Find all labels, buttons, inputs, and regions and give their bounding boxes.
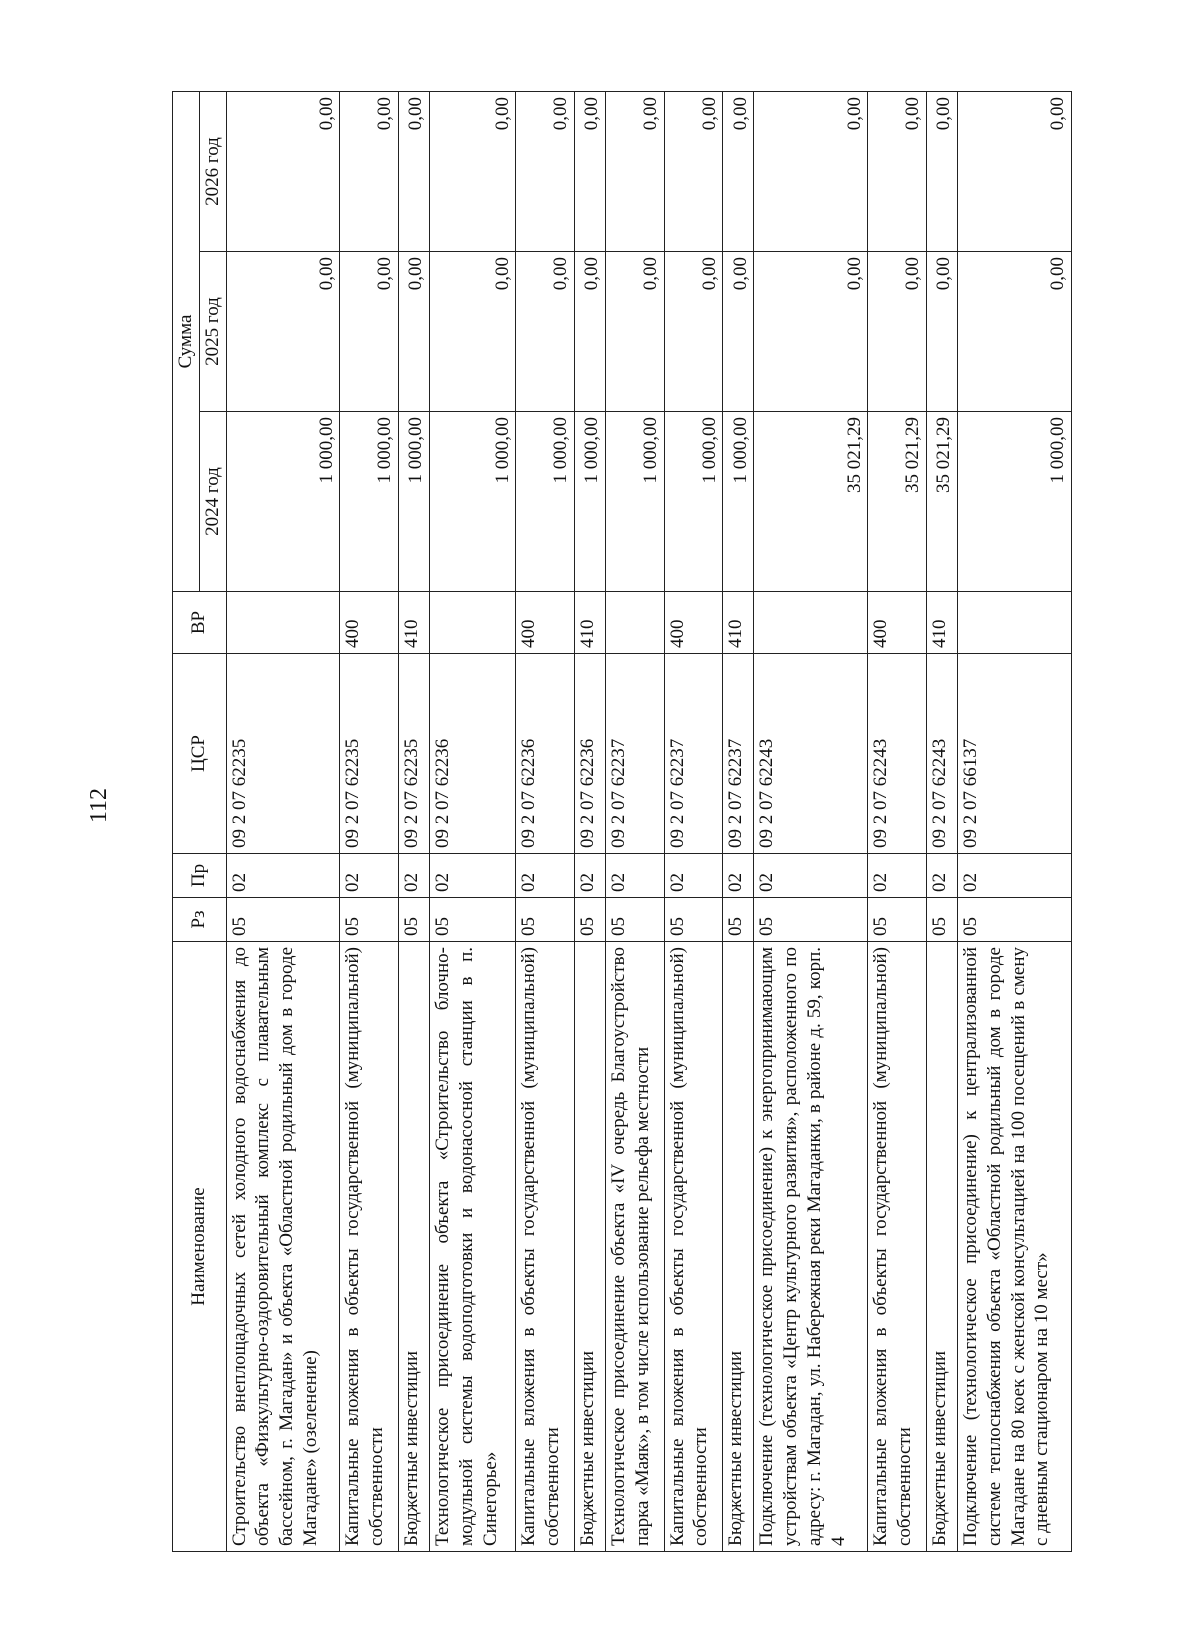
table-row [399, 91, 430, 1551]
row-pr: 02 [340, 854, 399, 898]
header-row [173, 91, 200, 1551]
row-csr: 09 2 07 62236 [574, 654, 605, 854]
row-2024: 1 000,00 [606, 412, 665, 592]
row-rz: 05 [340, 898, 399, 942]
header-pr: Пр [173, 854, 227, 898]
row-name: Капитальные вложения в объекты государственной (муниципальной) собственности [516, 942, 575, 1552]
row-name: Капитальные вложения в объекты государственной (муниципальной) собственности [340, 942, 399, 1552]
row-csr: 09 2 07 62243 [754, 654, 868, 854]
row-rz: 05 [754, 898, 868, 942]
row-csr: 09 2 07 62237 [723, 654, 754, 854]
row-2024: 1 000,00 [664, 412, 723, 592]
row-name: Бюджетные инвестиции [574, 942, 605, 1552]
row-2025: 0,00 [430, 252, 516, 412]
table-row [340, 91, 399, 1551]
table-row [723, 91, 754, 1551]
header-sum: Сумма [173, 91, 200, 591]
table-row [606, 91, 665, 1551]
row-name: Бюджетные инвестиции [723, 942, 754, 1552]
table-row [430, 91, 516, 1551]
row-pr: 02 [958, 854, 1072, 898]
row-vr [430, 592, 516, 654]
row-vr: 400 [340, 592, 399, 654]
row-2026: 0,00 [664, 91, 723, 251]
row-2025: 0,00 [926, 252, 957, 412]
header-csr: ЦСР [173, 654, 227, 854]
row-name: Подключение (технологическое присоединение) к централизованной системе теплоснабжения объекта «Областной родильный дом в городе Магадане на 80 коек с женской консультацией на 100 посещений в смену с дневным стационаром на 10 мест» [958, 942, 1072, 1552]
row-pr: 02 [868, 854, 927, 898]
row-2024: 1 000,00 [574, 412, 605, 592]
table-row [868, 91, 927, 1551]
row-rz: 05 [606, 898, 665, 942]
row-2024: 1 000,00 [430, 412, 516, 592]
row-csr: 09 2 07 62237 [606, 654, 665, 854]
row-csr: 09 2 07 66137 [958, 654, 1072, 854]
row-2024: 1 000,00 [226, 412, 340, 592]
row-pr: 02 [516, 854, 575, 898]
row-vr: 400 [516, 592, 575, 654]
row-rz: 05 [664, 898, 723, 942]
row-2026: 0,00 [430, 91, 516, 251]
row-rz: 05 [926, 898, 957, 942]
row-2025: 0,00 [664, 252, 723, 412]
row-pr: 02 [664, 854, 723, 898]
row-pr: 02 [926, 854, 957, 898]
table-row [926, 91, 957, 1551]
row-2024: 35 021,29 [926, 412, 957, 592]
row-csr: 09 2 07 62235 [340, 654, 399, 854]
row-vr [754, 592, 868, 654]
table-row [516, 91, 575, 1551]
row-vr: 410 [926, 592, 957, 654]
row-pr: 02 [754, 854, 868, 898]
row-rz: 05 [958, 898, 1072, 942]
row-rz: 05 [516, 898, 575, 942]
row-rz: 05 [574, 898, 605, 942]
table-row [754, 91, 868, 1551]
row-pr: 02 [226, 854, 340, 898]
row-csr: 09 2 07 62235 [399, 654, 430, 854]
row-name: Бюджетные инвестиции [926, 942, 957, 1552]
row-2025: 0,00 [606, 252, 665, 412]
row-rz: 05 [430, 898, 516, 942]
row-rz: 05 [868, 898, 927, 942]
row-2026: 0,00 [723, 91, 754, 251]
row-pr: 02 [574, 854, 605, 898]
row-2026: 0,00 [574, 91, 605, 251]
header-2024: 2024 год [199, 412, 226, 592]
row-2026: 0,00 [399, 91, 430, 251]
header-name: Наименование [173, 942, 227, 1552]
row-2025: 0,00 [399, 252, 430, 412]
header-rz: Рз [173, 898, 227, 942]
row-2026: 0,00 [926, 91, 957, 251]
row-2026: 0,00 [754, 91, 868, 251]
row-rz: 05 [399, 898, 430, 942]
page-number-text: 112 [86, 787, 113, 823]
row-2024: 1 000,00 [399, 412, 430, 592]
row-csr: 09 2 07 62235 [226, 654, 340, 854]
row-pr: 02 [723, 854, 754, 898]
row-csr: 09 2 07 62236 [516, 654, 575, 854]
row-name: Капитальные вложения в объекты государственной (муниципальной) собственности [868, 942, 927, 1552]
row-2025: 0,00 [516, 252, 575, 412]
budget-table [172, 91, 1072, 1552]
row-csr: 09 2 07 62243 [926, 654, 957, 854]
row-vr: 410 [723, 592, 754, 654]
row-name: Подключение (технологическое присоединение) к энергопринимающим устройствам объекта «Центр культурного развития», расположенного по адресу: г. Магадан, ул. Набережная реки Магаданки, в районе д. 59, корп. 4 [754, 942, 868, 1552]
row-2025: 0,00 [574, 252, 605, 412]
row-2026: 0,00 [958, 91, 1072, 251]
header-2026: 2026 год [199, 91, 226, 251]
row-2026: 0,00 [606, 91, 665, 251]
table-row [958, 91, 1072, 1551]
rotated-table-wrapper [172, 92, 1072, 1552]
row-2025: 0,00 [226, 252, 340, 412]
row-2024: 35 021,29 [868, 412, 927, 592]
row-2024: 1 000,00 [958, 412, 1072, 592]
row-pr: 02 [399, 854, 430, 898]
row-csr: 09 2 07 62237 [664, 654, 723, 854]
row-pr: 02 [606, 854, 665, 898]
row-2026: 0,00 [868, 91, 927, 251]
row-2025: 0,00 [723, 252, 754, 412]
row-2024: 35 021,29 [754, 412, 868, 592]
row-2024: 1 000,00 [723, 412, 754, 592]
row-2025: 0,00 [754, 252, 868, 412]
table-row [664, 91, 723, 1551]
row-vr [226, 592, 340, 654]
row-vr: 410 [399, 592, 430, 654]
row-2025: 0,00 [958, 252, 1072, 412]
row-2026: 0,00 [340, 91, 399, 251]
row-vr: 410 [574, 592, 605, 654]
row-name: Бюджетные инвестиции [399, 942, 430, 1552]
page-number [80, 775, 120, 835]
row-csr: 09 2 07 62243 [868, 654, 927, 854]
row-vr [958, 592, 1072, 654]
row-2026: 0,00 [226, 91, 340, 251]
row-vr: 400 [868, 592, 927, 654]
row-csr: 09 2 07 62236 [430, 654, 516, 854]
row-name: Технологическое присоединение объекта «IV очередь Благоустройство парка «Маяк», в том числе использование рельефа местности [606, 942, 665, 1552]
table-row [574, 91, 605, 1551]
header-2025: 2025 год [199, 252, 226, 412]
row-name: Капитальные вложения в объекты государственной (муниципальной) собственности [664, 942, 723, 1552]
row-rz: 05 [226, 898, 340, 942]
row-vr [606, 592, 665, 654]
row-2026: 0,00 [516, 91, 575, 251]
row-vr: 400 [664, 592, 723, 654]
row-2025: 0,00 [340, 252, 399, 412]
table-row [226, 91, 340, 1551]
row-pr: 02 [430, 854, 516, 898]
row-name: Технологическое присоединение объекта «Строительство блочно-модульной системы водоподготовки и водонасосной станции в п. Синегорье» [430, 942, 516, 1552]
header-vr: ВР [173, 592, 227, 654]
row-rz: 05 [723, 898, 754, 942]
row-2025: 0,00 [868, 252, 927, 412]
row-2024: 1 000,00 [516, 412, 575, 592]
row-name: Строительство внеплощадочных сетей холодного водоснабжения до объекта «Физкультурно-оздоровительный комплекс с плавательным бассейном, г. Магадан» и объекта «Областной родильный дом в городе Магадане» (озеленение) [226, 942, 340, 1552]
row-2024: 1 000,00 [340, 412, 399, 592]
